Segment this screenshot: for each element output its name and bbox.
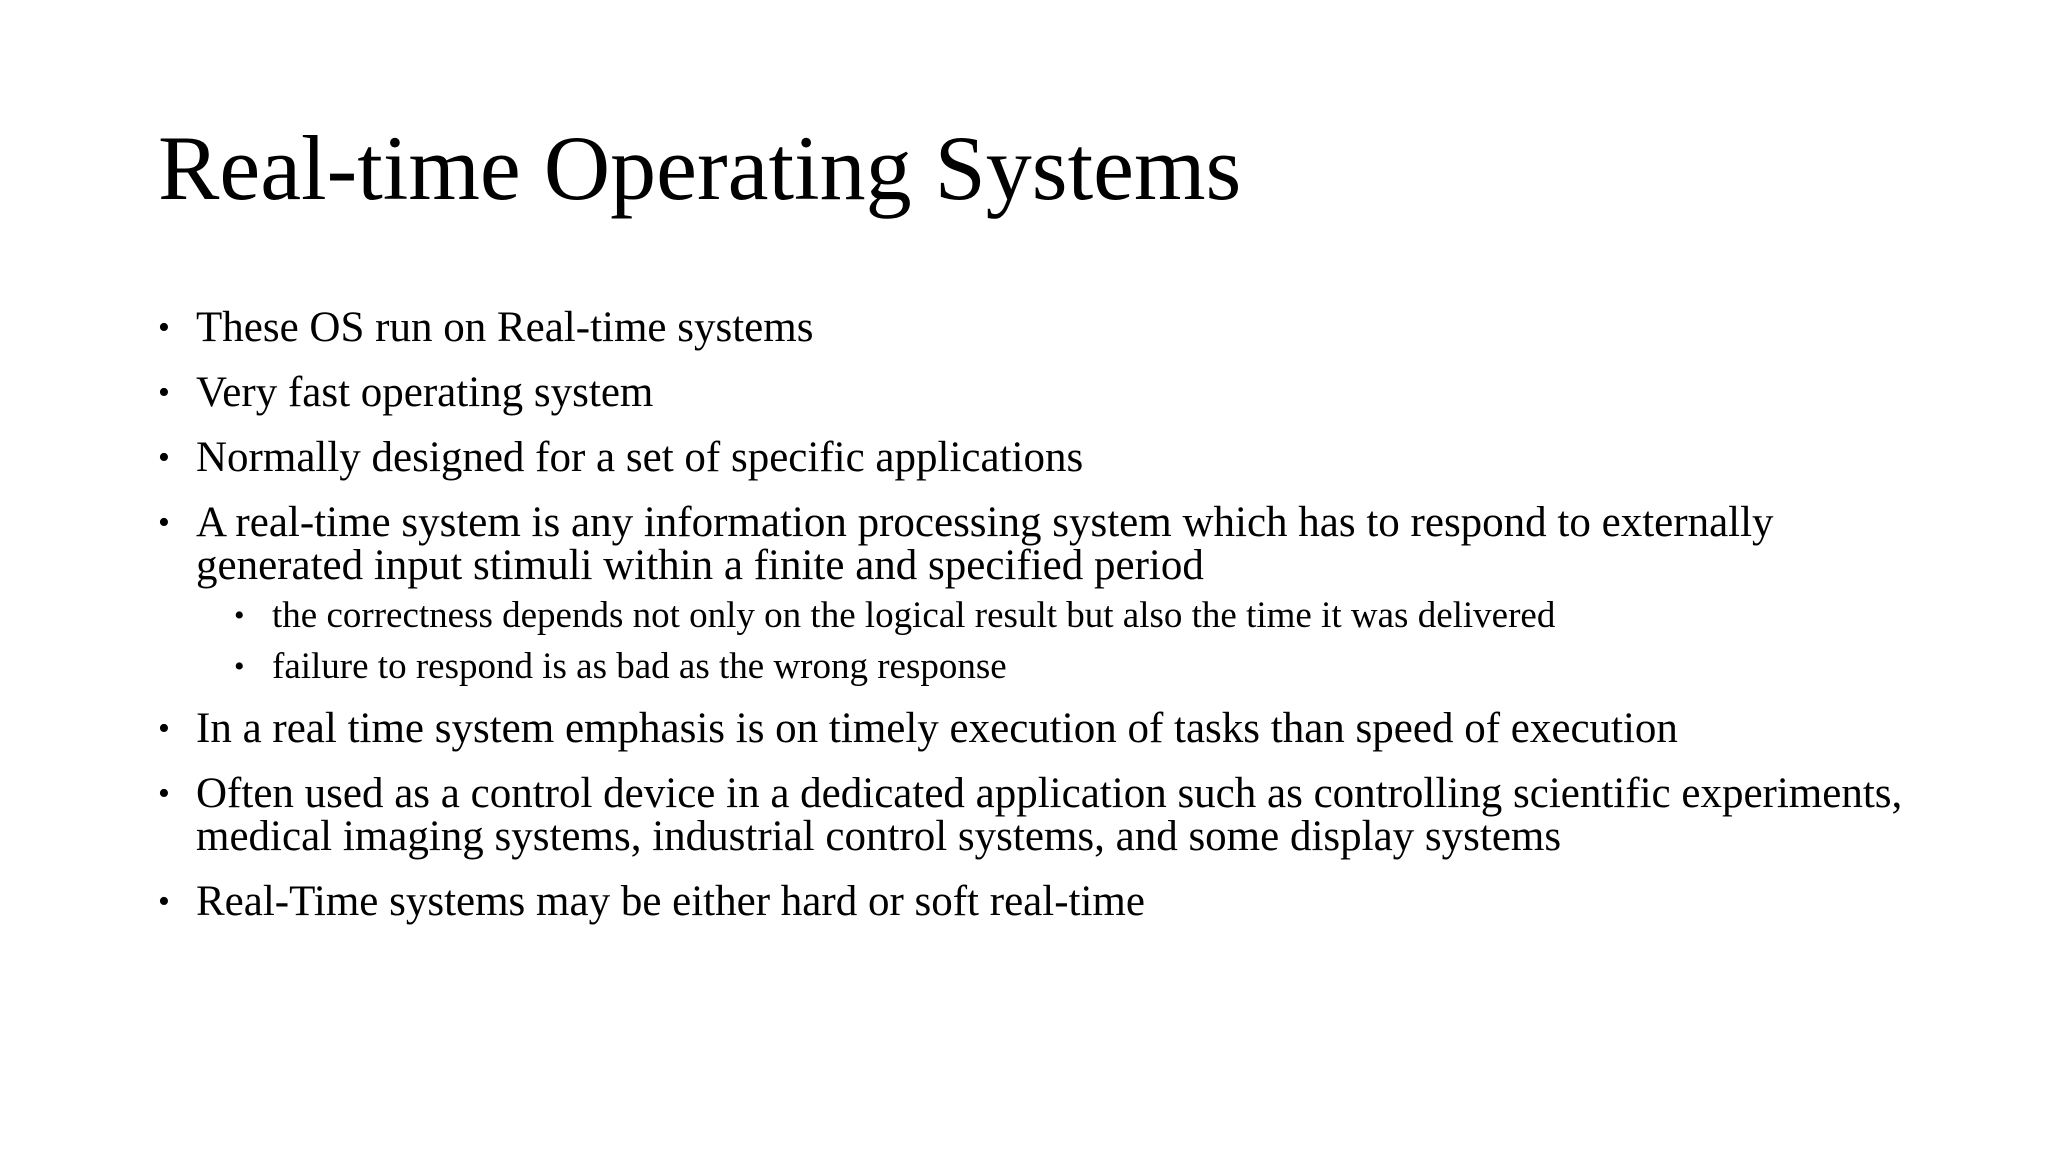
bullet-item: [158, 306, 1938, 349]
sub-bullet-item: [234, 597, 1938, 634]
slide-title: Real-time Operating Systems: [158, 117, 1242, 219]
bullet-item: [158, 772, 1938, 858]
bullet-dot: •: [158, 374, 170, 411]
bullet-dot: •: [158, 710, 170, 747]
bullet-text: Very fast operating system: [196, 369, 654, 416]
bullet-item: [158, 501, 1938, 685]
bullet-item: [158, 371, 1938, 414]
sub-bullet-dot: •: [234, 650, 245, 683]
bullet-dot: •: [158, 309, 170, 346]
bullet-dot: •: [158, 439, 170, 476]
bullet-item: [158, 880, 1938, 923]
bullet-list: [158, 306, 1938, 945]
sub-bullet-text: the correctness depends not only on the logical result but also the time it was delivered: [272, 595, 1556, 636]
bullet-dot: •: [158, 775, 170, 812]
bullet-dot: •: [158, 883, 170, 920]
sub-bullet-text: failure to respond is as bad as the wrong response: [272, 646, 1007, 687]
sub-bullet-item: [234, 648, 1938, 685]
bullet-dot: •: [158, 504, 170, 541]
bullet-text: These OS run on Real-time systems: [196, 304, 814, 351]
bullet-text: Normally designed for a set of specific applications: [196, 434, 1084, 481]
bullet-text: Real-Time systems may be either hard or soft real-time: [196, 878, 1145, 925]
bullet-text: A real-time system is any information processing system which has to respond to externally generated input stimuli within a finite and specified period: [196, 499, 1774, 589]
bullet-item: [158, 707, 1938, 750]
bullet-text: In a real time system emphasis is on timely execution of tasks than speed of execution: [196, 705, 1678, 752]
bullet-text: Often used as a control device in a dedicated application such as controlling scientific experiments, medical imaging systems, industrial control systems, and some display systems: [196, 770, 1903, 860]
bullet-item: [158, 436, 1938, 479]
sub-bullet-dot: •: [234, 599, 245, 632]
sub-bullet-list: [196, 597, 1938, 685]
